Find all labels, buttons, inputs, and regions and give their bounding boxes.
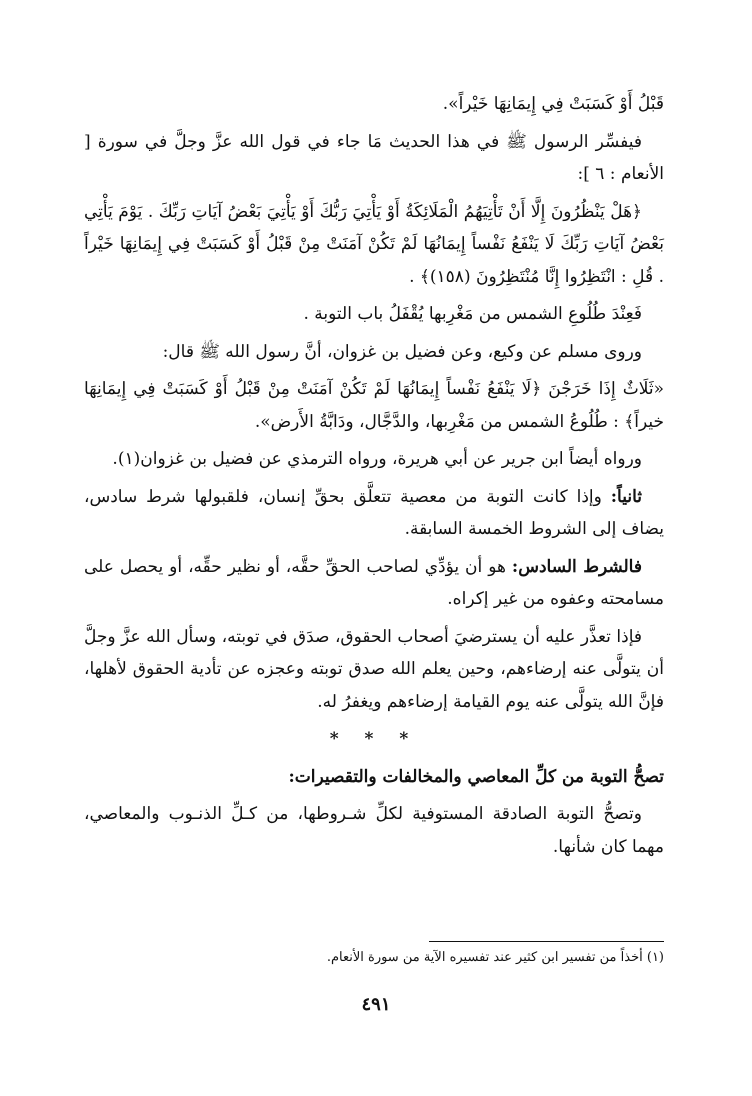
page-number: ٤٩١	[361, 994, 391, 1015]
paragraph-explanation: فيفسِّر الرسول ﷺ في هذا الحديث مَا جاء في قول الله عزَّ وجلَّ في سورة [ الأنعام : ٦ ]:	[84, 131, 664, 184]
footnote-divider	[429, 941, 664, 942]
paragraph-quran-verse: ﴿هَلْ يَنْظُرُونَ إِلَّا أَنْ تَأْتِيَهُمُ الْمَلَائِكَةُ أَوْ يَأْتِيَ رَبُّكَ أَوْ يَأْتِيَ بَعْضُ آيَاتِ رَبِّكَ . يَوْمَ يَأْتِي بَعْضُ آيَاتِ رَبِّكَ لَا يَنْفَعُ نَفْساً إِيمَانُهَا لَمْ تَكُنْ آمَنَتْ مِنْ قَبْلُ أَوْ كَسَبَتْ فِي إِيمَانِهَا خَيْراً . قُلِ : انْتَظِرُوا إِنَّا مُنْتَظِرُونَ (١٥٨)﴾ .	[84, 201, 664, 287]
main-text	[84, 88, 664, 868]
lead-label: ثانياً:	[610, 486, 642, 507]
lead-label: فالشرط السادس:	[511, 556, 642, 577]
paragraph-hadith-end: قَبْلُ أَوْ كَسَبَتْ فِي إِيمَانِهَا خَيْراً».	[442, 94, 664, 114]
paragraph-second: ثانياً: وإذا كانت التوبة من معصية تتعلَّق بحقِّ إنسان، فلقبولها شرط سادس، يضاف إلى الشروط الخمسة السابقة.	[84, 486, 664, 539]
paragraph-other-narrations: ورواه أيضاً ابن جرير عن أبي هريرة، ورواه الترمذي عن فضيل بن غزوان(١).	[112, 449, 642, 469]
paragraph-three-signs: «ثَلَاثٌ إِذَا خَرَجْنَ ﴿لَا يَنْفَعُ نَفْساً إِيمَانُهَا لَمْ تَكُنْ آمَنَتْ مِنْ قَبْلُ أَوْ كَسَبَتْ فِي إِيمَانِهَا خيراً﴾ : طُلُوعُ الشمس من مَغْرِبها، والدَّجَّال، ودَابَّةُ الأَرض».	[84, 379, 664, 432]
paragraph-sixth-condition: فالشرط السادس: هو أن يؤدِّي لصاحب الحقِّ حقَّه، أو نظير حقِّه، أو يحصل على مسامحته وعفوه من غير إكراه.	[84, 556, 664, 609]
paragraph-muslim-narration: وروى مسلم عن وكيع، وعن فضيل بن غزوان، أنَّ رسول الله ﷺ قال:	[162, 341, 642, 362]
paragraph-all-sins: وتصحُّ التوبة الصادقة المستوفية لكلِّ شـروطها، من كـلِّ الذنـوب والمعاصي، مهما كان شأنها.	[84, 804, 664, 857]
paragraph-sunrise: فَعِنْدَ طُلُوعِ الشمس من مَغْرِبها يُقْفَلُ باب التوبة .	[303, 304, 642, 324]
paragraph-inability: فإذا تعذَّر عليه أن يسترضيَ أصحاب الحقوق، صدَق في توبته، وسأل الله عزَّ وجلَّ أن يتولَّى عنه إرضاءهم، وحين يعلم الله صدق توبته وعجزه عن تأدية الحقوق لأهلها، فإنَّ الله يتولَّى عنه يوم القيامة إرضاءهم ويغفرُ له.	[84, 626, 664, 712]
section-separator: * * *	[329, 729, 419, 749]
section-heading: تصحُّ التوبة من كلِّ المعاصي والمخالفات والتقصيرات:	[288, 766, 664, 787]
footnote: (١) أخذاً من تفسير ابن كثير عند تفسيره الآية من سورة الأنعام.	[326, 950, 664, 965]
